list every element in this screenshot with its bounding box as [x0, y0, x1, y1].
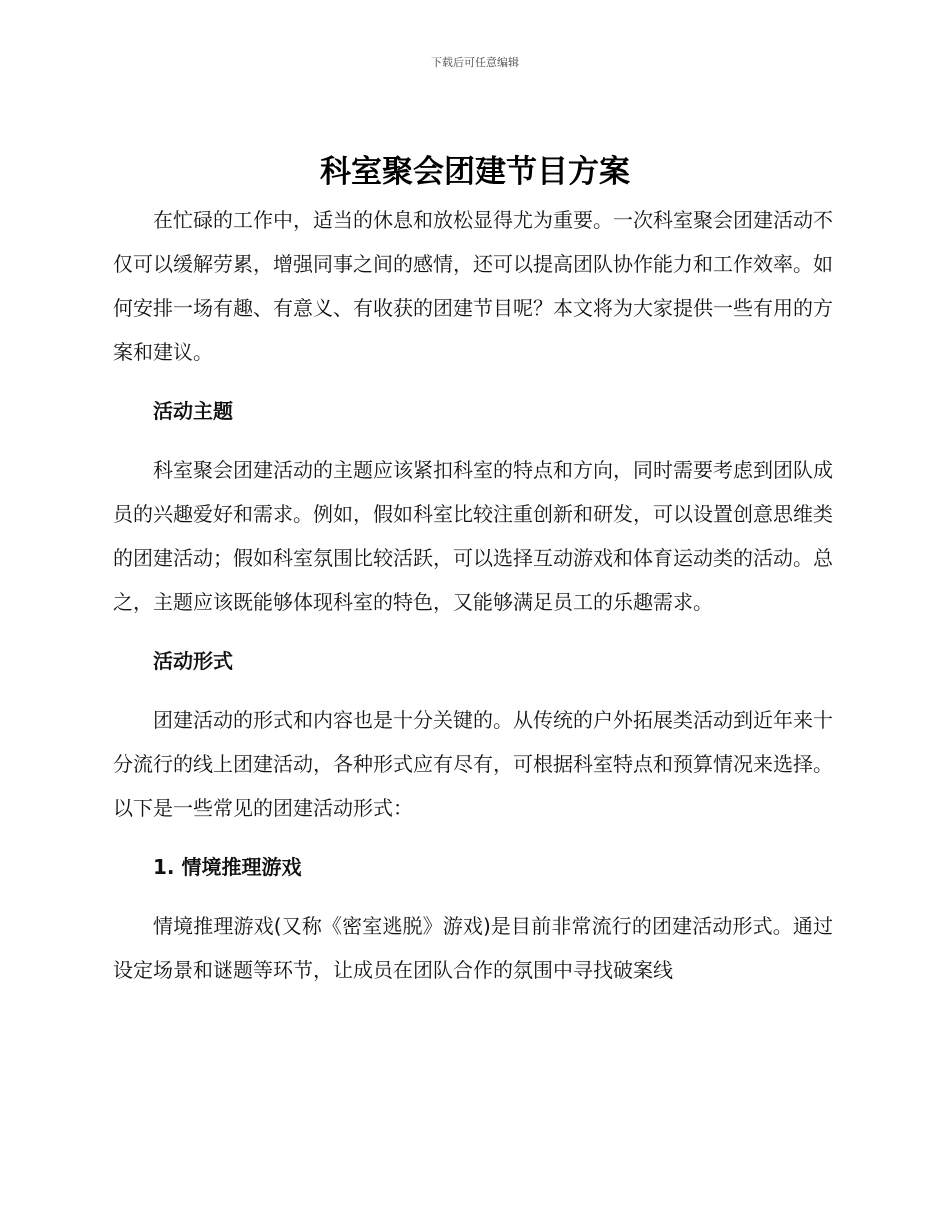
page-header: 下载后可任意编辑 — [431, 56, 519, 69]
section-heading-reasoning-game: 1. 情境推理游戏 — [153, 855, 302, 879]
spacer — [113, 374, 833, 389]
section-heading-format: 活动形式 — [153, 649, 233, 673]
spacer — [113, 683, 833, 698]
reasoning-game-paragraph: 情境推理游戏(又称《密室逃脱》游戏)是目前非常流行的团建活动形式。通过设定场景和谜题等环节，让成员在团队合作的氛围中寻找破案线 — [113, 914, 833, 982]
format-paragraph: 团建活动的形式和内容也是十分关键的。从传统的户外拓展类活动到近年来十分流行的线上团建活动，各种形式应有尽有，可根据科室特点和预算情况来选择。以下是一些常见的团建活动形式： — [113, 708, 833, 820]
document-body — [113, 198, 833, 992]
spacer — [113, 433, 833, 448]
document-title: 科室聚会团建节目方案 — [320, 154, 630, 190]
spacer — [113, 830, 833, 845]
section-heading-theme: 活动主题 — [153, 399, 233, 423]
intro-paragraph: 在忙碌的工作中，适当的休息和放松显得尤为重要。一次科室聚会团建活动不仅可以缓解劳累，增强同事之间的感情，还可以提高团队协作能力和工作效率。如何安排一场有趣、有意义、有收获的团建节目呢？本文将为大家提供一些有用的方案和建议。 — [113, 208, 833, 364]
theme-paragraph: 科室聚会团建活动的主题应该紧扣科室的特点和方向，同时需要考虑到团队成员的兴趣爱好和需求。例如，假如科室比较注重创新和研发，可以设置创意思维类的团建活动；假如科室氛围比较活跃，可以选择互动游戏和体育运动类的活动。总之，主题应该既能够体现科室的特色，又能够满足员工的乐趣需求。 — [113, 458, 833, 614]
spacer — [113, 889, 833, 904]
spacer — [113, 624, 833, 639]
